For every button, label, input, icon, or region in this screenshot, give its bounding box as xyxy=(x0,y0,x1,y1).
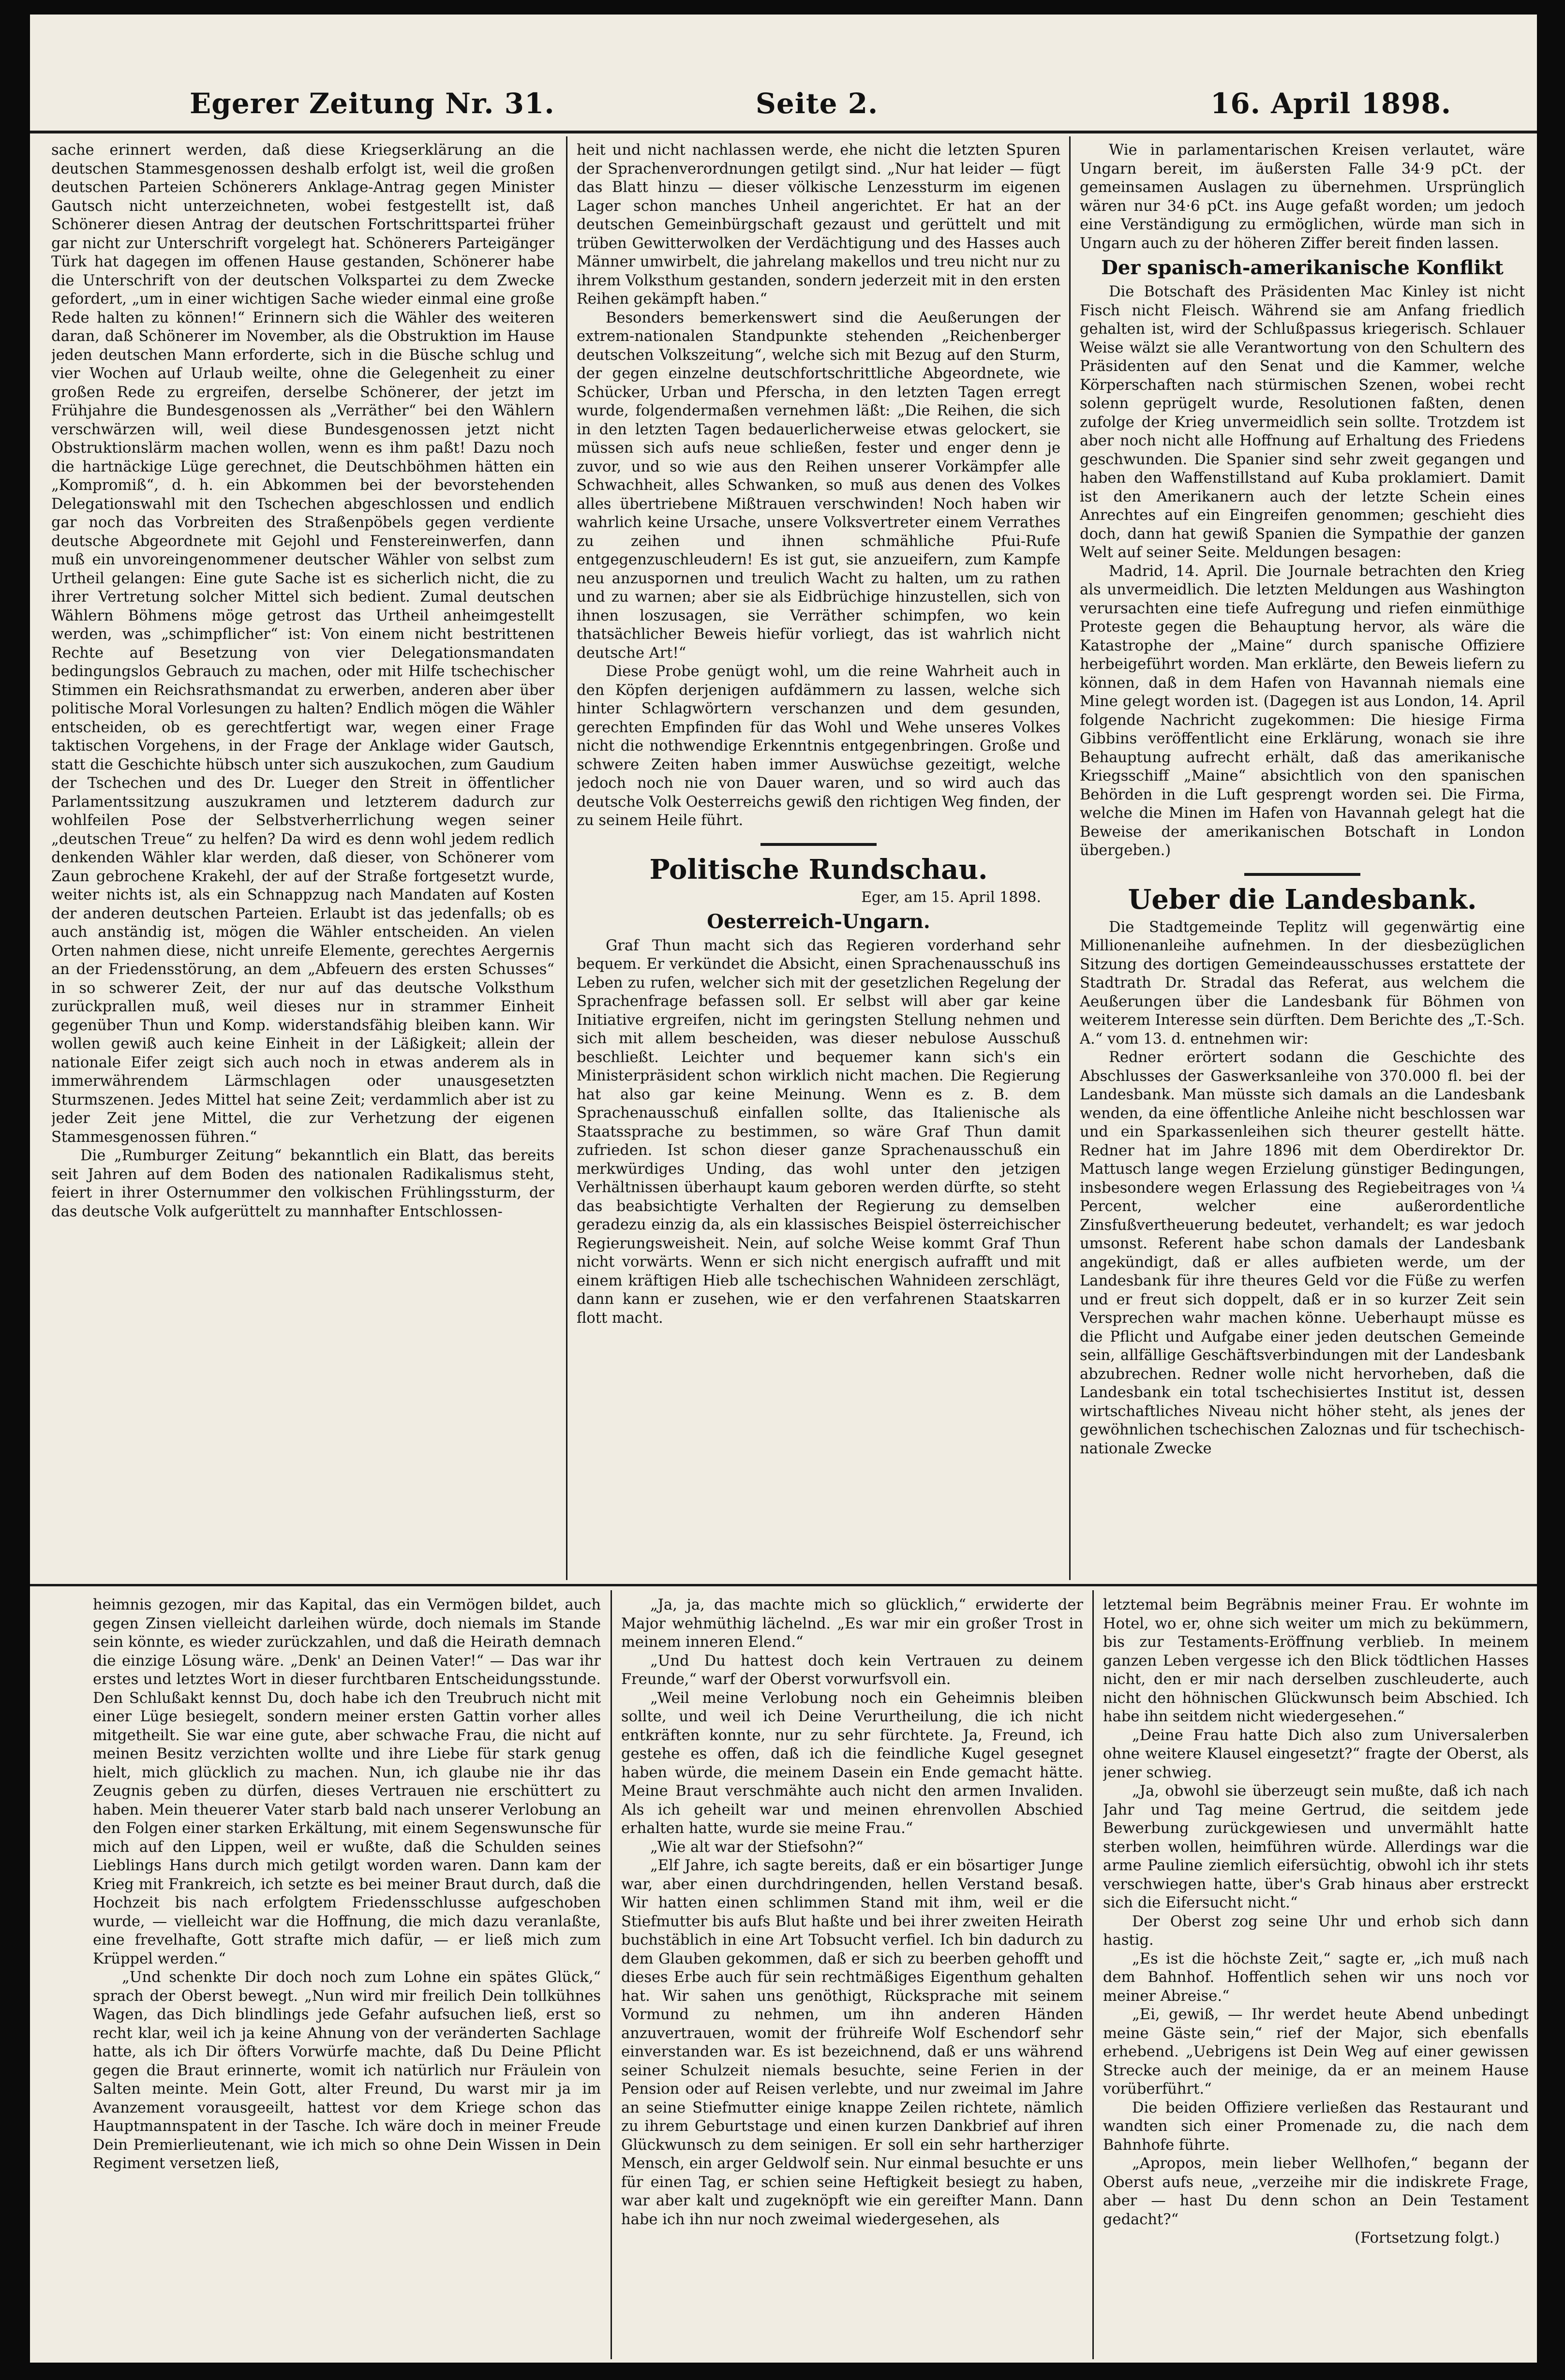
page-number: Seite 2. xyxy=(756,87,879,120)
story-paragraph: „Deine Frau hatte Dich also zum Universalerben ohne weitere Klausel eingesetzt?“ fragte der Oberst, als jener schwieg. xyxy=(1103,1727,1529,1781)
section-title: Ueber die Landesbank. xyxy=(1128,883,1477,916)
story-paragraph: „Elf Jahre, ich sagte bereits, daß er ein bösartiger Junge war, aber einen durchdringenden, hellen Verstand besaß. Wir hatten einen schlimmen Stand mit ihm, weil er die Stiefmutter bis aufs Blut haßte und bei ihrer zweiten Heirath buchstäblich in eine Art Tobsucht verfiel. Ich bin dadurch zu dem Glauben gekommen, daß er sich zu beerben gehofft und dieses Erbe auch für sein rechtmäßiges Eigenthum gehalten hat. Wir sahen uns genöthigt, Rücksprache mit seinem Vormund zu nehmen, um ihn anderen Händen anzuvertrauen, womit der frühreife Wolf Eschendorf sehr einverstanden war. Es ist bezeichnend, daß er uns während seiner Schulzeit niemals besuchte, seine Ferien in der Pension oder auf Reisen verlebte, und nur zweimal im Jahre an seine Stiefmutter einige knappe Zeilen richtete, nämlich zu ihrem Geburtstage und einen kurzen Dankbrief auf ihren Glückwunsch zu dem seinigen. Er soll ein sehr hartherziger Mensch, ein arger Geldwolf sein. Nur einmal besuchte er uns für einen Tag, er schien seine Heftigkeit besiegt zu haben, war aber kalt und zugeknöpft wie ein gereifter Mann. Dann habe ich ihn nur noch zweimal wiedergesehen, als xyxy=(621,1857,1083,2228)
story-paragraph: „Wie alt war der Stiefsohn?“ xyxy=(650,1838,864,1856)
article-paragraph: heit und nicht nachlassen werde, ehe nicht die letzten Spuren der Sprachenverordnungen getilgt sind. „Nur hat leider — fügt das Blatt hinzu — dieser völkische Lenzessturm im eigenen Lager schon manches Unheil angerichtet. Er hat an der deutschen Gemeinbürgschaft gezaust und gerüttelt und mit trüben Gewitterwolken der Verdächtigung und des Hasses auch Männer umwirbelt, die jahrelang makellos und treu nicht nur zu ihrem Volksthum gestanden, sondern jederzeit mit in den ersten Reihen gekämpft haben.“ xyxy=(577,142,1060,308)
article-paragraph: Madrid, 14. April. Die Journale betrachten den Krieg als unvermeidlich. Die letzten Meldungen aus Washington verursachten eine tiefe Aufregung und riefen einmüthige Proteste gegen die Behauptung hervor, als wäre die Katastrophe der „Maine“ durch spanische Offiziere herbeigeführt worden. Man erklärte, den Beweis liefern zu können, daß in dem Hafen von Havannah niemals eine Mine gelegt worden ist. (Dagegen ist aus London, 14. April folgende Nachricht zugekommen: Die hiesige Firma Gibbins veröffentlicht eine Erklärung, wonach sie ihre Behauptung aufrecht erhält, daß das amerikanische Kriegsschiff „Maine“ absichtlich von den spanischen Behörden in die Luft gesprengt worden sei. Die Firma, welche die Minen im Hafen von Havannah gelegt hat die Beweise der amerikanischen Botschaft in London übergeben.) xyxy=(1080,562,1525,859)
story-paragraph: heimnis gezogen, mir das Kapital, das ein Vermögen bildet, auch gegen Zinsen vielleicht darleihen würde, doch niemals im Stande sein könnte, es wieder zurückzahlen, und daß die Heirath demnach die einzige Lösung wäre. „Denk' an Deinen Vater!“ — Das war ihr erstes und letztes Wort in dieser furchtbaren Entscheidungsstunde. Den Schlußakt kennst Du, doch habe ich den Treubruch nicht mit einer Lüge besiegelt, sondern meiner ersten Gattin vorher alles mitgetheilt. Sie war eine gute, aber schwache Frau, die nicht auf meinen Besitz verzichten wollte und ihre Liebe für stark genug hielt, mich glücklich zu machen. Nun, ich glaube nie ihr das Zeugnis geben zu dürfen, dieses Vertrauen nie erschüttert zu haben. Mein theuerer Vater starb bald nach unserer Verlobung an den Folgen einer starken Erkältung, mit einem Segenswunsche für mich auf den Lippen, weil er wußte, daß die Schulden seines Lieblings Hans durch mich getilgt worden waren. Dann kam der Krieg mit Frankreich, ich setzte es bei meiner Braut durch, daß die Hochzeit bis nach erfolgtem Friedensschlusse aufgeschoben wurde, — vielleicht war die Hoffnung, die mich dazu veranlaßte, eine frevelhafte, Gott strafte mich dafür, — er ließ mich zum Krüppel werden.“ xyxy=(93,1597,601,1967)
column-divider xyxy=(566,136,567,1580)
column-divider xyxy=(1069,136,1071,1580)
article-paragraph: Redner erörtert sodann die Geschichte des Abschlusses der Gaswerksanleihe von 370.000 fl. bei der Landesbank. Man müsste sich damals an die Landesbank wenden, da eine öffentliche Anleihe nicht beschlossen war und ein Sparkassenleihen sich theurer gestellt hätte. Redner hat im Jahre 1896 mit dem Oberdirektor Dr. Mattusch lange wegen Erzielung günstiger Bedingungen, insbesondere wegen Erlassung des Regiebeitrages von ¼ Percent, welcher eine außerordentliche Zinsfußvertheuerung bedeutet, verhandelt; es war jedoch umsonst. Referent habe schon damals der Landesbank angekündigt, daß er alles aufbieten werde, um der Landesbank für ihre theures Geld vor die Füße zu werfen und er freut sich doppelt, daß er in so kurzer Zeit sein Versprechen wahr machen könne. Ueberhaupt müsse es die Pflicht und Aufgabe einer jeden deutschen Gemeinde sein, allfällige Geschäftsverbindungen mit der Landesbank abzubrechen. Redner wolle nicht hervorheben, daß die Landesbank ein total tschechisiertes Institut ist, dessen wirtschaftliches Niveau nicht höher steht, als jenes der gewöhnlichen tschechischen Zaloznas und für tschechisch-nationale Zwecke xyxy=(1080,1049,1525,1457)
story-paragraph: „Es ist die höchste Zeit,“ sagte er, „ich muß nach dem Bahnhof. Hoffentlich sehen wir uns noch vor meiner Abreise.“ xyxy=(1103,1950,1529,2005)
article-column-3 xyxy=(1080,141,1525,1578)
story-paragraph: „Und schenkte Dir doch noch zum Lohne ein spätes Glück,“ sprach der Oberst bewegt. „Nun wird mir freilich Dein tollkühnes Wagen, das Dich blindlings jede Gefahr aufsuchen ließ, erst so recht klar, weil ich ja keine Ahnung von der veränderten Sachlage hatte, als ich Dir öfters Vorwürfe machte, daß Du Deine Pflicht gegen die Braut erinnerte, womit ich natürlich nur Fräulein von Salten meinte. Mein Gott, alter Freund, Du warst mir ja im Avanzement vorausgeeilt, hattest vor dem Kriege schon das Hauptmannspatent in der Tasche. Ich wäre doch in meiner Freude Dein Premierlieutenant, wie ich mich so ohne Dein Wissen in Dein Regiment versetzen ließ, xyxy=(93,1969,601,2172)
story-paragraph: letztemal beim Begräbnis meiner Frau. Er wohnte im Hotel, wo er, ohne sich weiter um mich zu bekümmern, bis zur Testaments-Eröffnung verblieb. In meinem ganzen Leben vergesse ich den Blick tödtlichen Hasses nicht, den er mir nach derselben zuschleuderte, auch nicht den höhnischen Glückwunsch beim Abschied. Ich habe ihn seitdem nicht wiedergesehen.“ xyxy=(1103,1597,1529,1725)
story-paragraph: „Ei, gewiß, — Ihr werdet heute Abend unbedingt meine Gäste sein,“ rief der Major, sich ebenfalls erhebend. „Uebrigens ist Dein Weg auf einer gewissen Strecke auch der meinige, da er an meinem Hause vorüberführt.“ xyxy=(1103,2006,1529,2098)
story-paragraph: Die beiden Offiziere verließen das Restaurant und wandten sich einer Promenade zu, die nach dem Bahnhofe führte. xyxy=(1103,2099,1529,2154)
subsection-title: Oesterreich-Ungarn. xyxy=(707,910,930,933)
article-paragraph: Diese Probe genügt wohl, um die reine Wahrheit auch in den Köpfen derjenigen aufdämmern zu lassen, welche sich hinter Schlagwörtern verschanzen und dem gesunden, gerechten Empfinden für das Wohl und Wehe unseres Volkes nicht die nothwendige Erkenntnis entgegenbringen. Große und schwere Zeiten haben immer Auswüchse gezeitigt, welche jedoch noch nie von Dauer waren, und so wird auch das deutsche Volk Oesterreichs gewiß den richtigen Weg finden, der zu seinem Heile führt. xyxy=(577,663,1060,829)
article-paragraph: Die Botschaft des Präsidenten Mac Kinley ist nicht Fisch nicht Fleisch. Während sie am Anfang friedlich gehalten ist, wird der Schlußpassus kriegerisch. Schlauer Weise wälzt sie alle Verantwortung von den Schultern des Präsidenten auf den Senat und die Kammer, welche Körperschaften nach stürmischen Szenen, wobei recht solenn geprügelt wurde, Resolutionen faßten, denen zufolge der Krieg unvermeidlich sein sollte. Trotzdem ist aber noch nicht alle Hoffnung auf Erhaltung des Friedens geschwunden. Die Spanier sind sehr zweit gegangen und haben den Waffenstillstand auf Kuba proklamiert. Damit ist den Amerikanern auch der letzte Schein eines Anrechtes auf ein Eingreifen genommen; geschieht dies doch, dann hat gewiß Spanien die Sympathie der ganzen Welt auf seiner Seite. Meldungen besagen: xyxy=(1080,283,1525,561)
section-title: Der spanisch-amerikanische Konflikt xyxy=(1101,256,1504,279)
story-paragraph: „Ja, obwohl sie überzeugt sein mußte, daß ich nach Jahr und Tag meine Gertrud, die seitdem jede Bewerbung zurückgewiesen und unvermählt hatte sterben wollen, heimführen würde. Allerdings war die arme Pauline ziemlich eifersüchtig, obwohl ich ihr stets verschwiegen hatte, über's Grab hinaus aber erstreckt sich die Eifersucht nicht.“ xyxy=(1103,1783,1529,1911)
feuilleton-column-1 xyxy=(93,1596,601,2363)
article-paragraph: Wie in parlamentarischen Kreisen verlautet, wäre Ungarn bereit, im äußersten Falle 34·9 pCt. der gemeinsamen Auslagen zu übernehmen. Ursprünglich wären nur 34·6 pCt. ins Auge gefaßt worden; um jedoch eine Verständigung zu ermöglichen, würde man sich in Ungarn auch zu der höheren Ziffer bereit finden lassen. xyxy=(1080,142,1525,252)
newspaper-page xyxy=(30,15,1537,2363)
feuilleton-rule xyxy=(30,1584,1537,1586)
page-header xyxy=(30,15,1537,131)
story-paragraph: Der Oberst zog seine Uhr und erhob sich dann hastig. xyxy=(1103,1913,1529,1949)
story-paragraph: „Und Du hattest doch kein Vertrauen zu deinem Freunde,“ warf der Oberst vorwurfsvoll ein. xyxy=(621,1652,1083,1688)
feuilleton-column-3 xyxy=(1103,1596,1529,2363)
masthead-title: Egerer Zeitung Nr. 31. xyxy=(190,87,555,120)
issue-date: 16. April 1898. xyxy=(1210,87,1452,120)
continued-note: (Fortsetzung folgt.) xyxy=(1355,2230,1500,2247)
article-paragraph: Die „Rumburger Zeitung“ bekanntlich ein Blatt, das bereits seit Jahren auf dem Boden des nationalen Radikalismus steht, feiert in ihrer Osternummer den volkischen Frühlingssturm, der das deutsche Volk aufgerüttelt zu mannhafter Entschlossen- xyxy=(51,1147,554,1220)
story-paragraph: „Weil meine Verlobung noch ein Geheimnis bleiben sollte, und weil ich Deine Verurtheilung, die ich nicht entkräften konnte, nur zu sehr fürchtete. Ja, Freund, ich gestehe es offen, daß ich die feindliche Kugel gesegnet haben würde, die meinem Dasein ein Ende gemacht hätte. Meine Braut verschmähte auch nicht den armen Invaliden. Als ich geheilt war und meinen ehrenvollen Abschied erhalten hatte, wurde sie meine Frau.“ xyxy=(621,1689,1083,1837)
article-paragraph: Besonders bemerkenswert sind die Aeußerungen der extrem-nationalen Standpunkte stehenden „Reichenberger deutschen Volkszeitung“, welche sich mit Bezug auf den Sturm, der gegen einzelne deutschfortschrittliche Abgeordnete, wie Schücker, Urban und Pferscha, in den letzten Tagen erregt wurde, folgendermaßen vernehmen läßt: „Die Reihen, die sich in den letzten Tagen bedauerlicherweise etwas gelockert, sie müssen sich aufs neue schließen, fester und enger denn je zuvor, und so wie aus den Reihen unserer Vorkämpfer alle Schwachheit, alles Schwanken, so muß aus denen des Volkes alles übertriebene Mißtrauen verschwinden! Noch haben wir wahrlich keine Ursache, unsere Volksvertreter einem Verrathes zu zeihen und ihnen schmähliche Pfui-Rufe entgegenzuschleudern! Es ist gut, sie anzueifern, zum Kampfe neu anzuspornen und treulich Wacht zu halten, um zu rathen und zu warnen; aber sie als Eidbrüchige hinzustellen, sich von ihnen loszusagen, sie Verräther schimpfen, wo kein thatsächlicher Beweis hiefür vorliegt, das ist wahrlich nicht deutsche Art!“ xyxy=(577,309,1060,662)
section-separator xyxy=(1244,873,1360,876)
article-column-2 xyxy=(577,141,1060,1578)
article-column-1 xyxy=(51,141,554,1578)
article-paragraph: sache erinnert werden, daß diese Kriegserklärung an die deutschen Stammesgenossen deshalb erfolgt ist, weil die großen deutschen Parteien Schönerers Anklage-Antrag gegen Minister Gautsch nicht unterzeichneten, wobei festgestellt ist, daß Schönerer diesen Antrag der deutschen Fortschrittspartei früher gar nicht zur Unterschrift vorgelegt hat. Schönerers Parteigänger Türk hat dagegen im offenen Hause gestanden, Schönerer habe die Unterschrift von der deutschen Volkspartei zu dem Zwecke gefordert, „um in einer wichtigen Sache wieder einmal eine große Rede halten zu können!“ Erinnern sich die Wähler des weiteren daran, daß Schönerer im November, als die Obstruktion im Hause jeden deutschen Mann erforderte, sich in die Büsche schlug und vier Wochen auf Urlaub weilte, ohne die Gelegenheit zu einer großen Rede zu ergreifen, derselbe Schönerer, der jetzt im Frühjahre die Bundesgenossen als „Verräther“ bei den Wählern verschwärzen will, weil diese Bundesgenossen jetzt nicht Obstruktionslärm machen wollen, wenn es ihm paßt! Dazu noch die hartnäckige Lüge gerechnet, die Deutschböhmen hätten ein „Kompromiß“, d. h. ein Abkommen bei der bevorstehenden Delegationswahl mit den Tschechen abgeschlossen und endlich gar noch das Vorbreiten des Straßenpöbels gegen verdiente deutsche Abgeordnete mit Gejohl und Fenstereinwerfen, dann muß ein unvoreingenommener deutscher Wähler von selbst zum Urtheil gelangen: Eine gute Sache ist es sicherlich nicht, die zu ihrer Vertretung solcher Mittel sich bedient. Zumal deutschen Wählern Böhmens möge getrost das Urtheil anheimgestellt werden, was „schimpflicher“ ist: Von einem nicht bestrittenen Rechte auf Besetzung von vier Delegationsmandaten bedingungslos Gebrauch zu machen, oder mit Hilfe tschechischer Stimmen ein Reichsrathsmandat zu erwerben, anderen aber über politische Moral Vorlesungen zu halten? Endlich mögen die Wähler entscheiden, ob es gerechtfertigt war, wegen einer Frage taktischen Vorgehens, in der Frage der Anklage wider Gautsch, statt die Geschichte hübsch unter sich auszukochen, zum Gaudium der Tschechen und des Dr. Lueger den Streit in öffentlicher Parlamentssitzung auszukramen und letzterem dadurch zur wohlfeilen Pose der Selbstverherrlichung wegen seiner „deutschen Treue“ zu helfen? Da wird es denn wohl jedem redlich denkenden Wähler klar werden, daß dieser, von Schönerer vom Zaun gebrochene Krakehl, der auf der Straße fortgesetzt wurde, weiter nichts ist, als ein Schnappzug nach Mandaten auf Kosten der anderen deutschen Parteien. Erlaubt ist das jedenfalls; ob es auch anständig ist, mögen die Wähler entscheiden. An vielen Orten nahmen diese, nicht unreife Elemente, gerechtes Aergernis an der Friedensstörung, an dem „Abfeuern des ersten Schusses“ in so schwerer Zeit, der nur auf das deutsche Volksthum zurückprallen muß, weil dieses nur in strammer Einheit gegenüber Thun und Komp. widerstandsfähig bleiben kann. Wir wollen gewiß auch keine Einheit in der Läßigkeit; allein der nationale Eifer zeigt sich auch noch in etwas anderem als in immerwährendem Lärmschlagen oder unausgesetzten Sturmszenen. Jedes Mittel hat seine Zeit; verdammlich aber ist zu jeder Zeit jene Mittel, die zur Verhetzung der eigenen Stammesgenossen führen.“ xyxy=(51,142,554,1146)
article-paragraph: Die Stadtgemeinde Teplitz will gegenwärtig eine Millionenanleihe aufnehmen. In der diesbezüglichen Sitzung des dortigen Gemeindeausschusses erstattete der Stadtrath Dr. Stradal das Referat, aus welchem die Aeußerungen über die Landesbank für Böhmen von weiterem Interesse sein dürften. Dem Berichte des „T.-Sch. A.“ vom 13. d. entnehmen wir: xyxy=(1080,918,1525,1048)
dateline: Eger, am 15. April 1898. xyxy=(861,888,1041,906)
column-divider xyxy=(1092,1590,1094,2359)
section-separator xyxy=(760,843,877,846)
section-title: Politische Rundschau. xyxy=(649,853,988,886)
feuilleton-column-2 xyxy=(621,1596,1083,2363)
header-rule xyxy=(30,131,1537,133)
article-paragraph: Graf Thun macht sich das Regieren vorderhand sehr bequem. Er verkündet die Absicht, einen Sprachenausschuß ins Leben zu rufen, welcher sich mit der gesetzlichen Regelung der Sprachenfrage befassen soll. Er selbst will aber gar keine Initiative ergreifen, nicht im geringsten Stellung nehmen und sich mit allem bescheiden, was dieser nebulose Ausschuß beschließt. Leichter und bequemer kann sich's ein Ministerpräsident schon wirklich nicht machen. Die Regierung hat also gar keine Meinung. Wenn es z. B. dem Sprachenausschuß einfallen sollte, das Italienische als Staatssprache zu bestimmen, so wäre Graf Thun damit zufrieden. Ist schon dieser ganze Sprachenausschuß ein merkwürdiges Unding, das wohl unter den jetzigen Verhältnissen überhaupt kaum geboren werden dürfte, so steht das beabsichtigte Verhalten der Regierung zu demselben geradezu einzig da, als ein klassisches Beispiel österreichischer Regierungsweisheit. Nein, auf solche Weise kommt Graf Thun nicht vorwärts. Wenn er sich nicht energisch aufrafft und mit einem kräftigen Hieb alle tschechischen Wahnideen zerschlägt, dann kann er zusehen, wie er den verfahrenen Staatskarren flott macht. xyxy=(577,937,1060,1327)
story-paragraph: „Apropos, mein lieber Wellhofen,“ begann der Oberst aufs neue, „verzeihe mir die indiskrete Frage, aber — hast Du denn schon an Dein Testament gedacht?“ xyxy=(1103,2155,1529,2228)
story-paragraph: „Ja, ja, das machte mich so glücklich,“ erwiderte der Major wehmüthig lächelnd. „Es war mir ein großer Trost in meinem inneren Elend.“ xyxy=(621,1597,1083,1651)
column-divider xyxy=(611,1590,612,2359)
